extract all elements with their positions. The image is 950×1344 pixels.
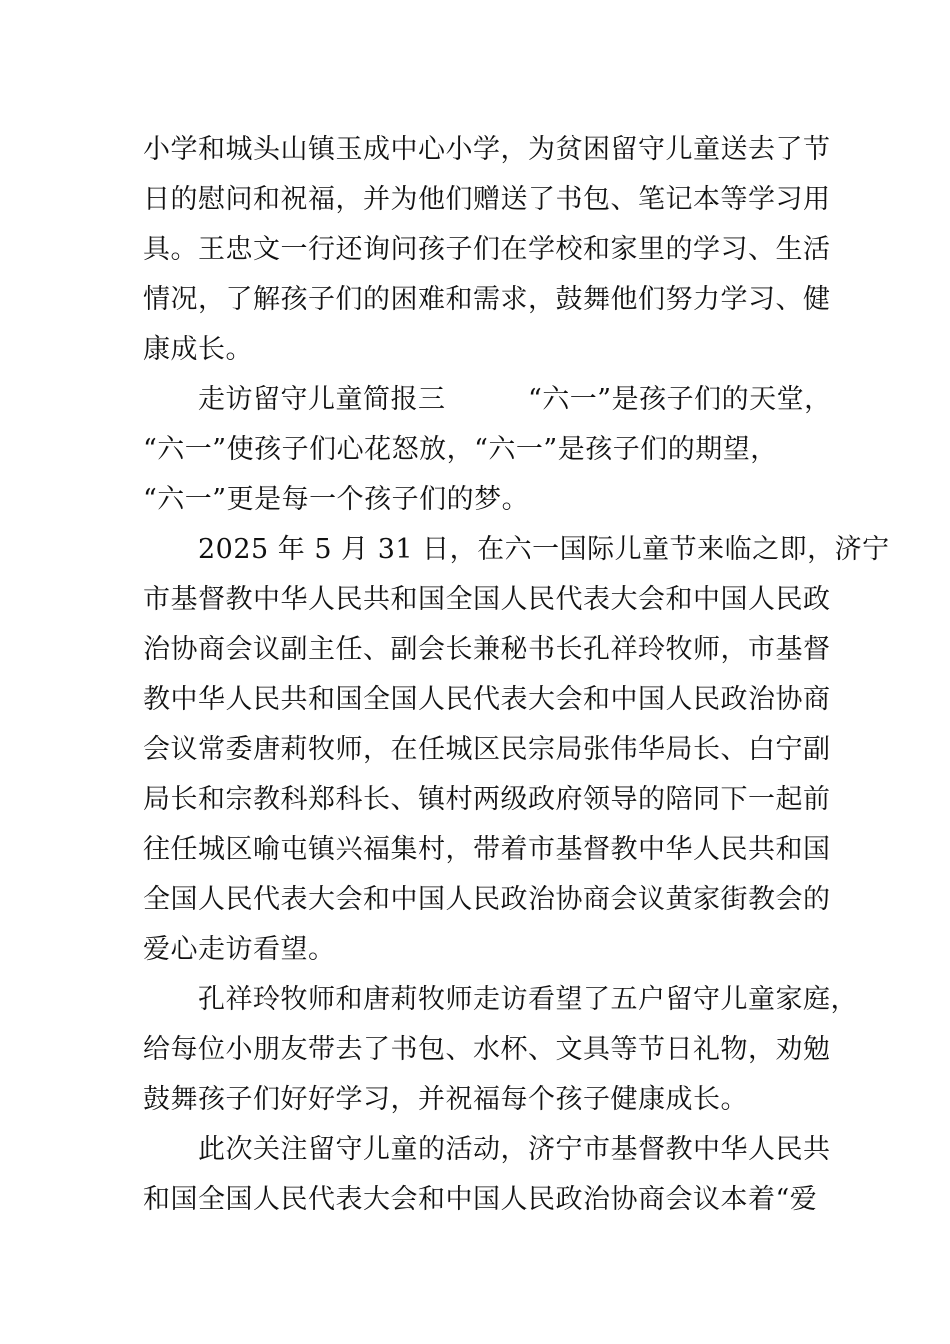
text-line: 小学和城头山镇玉成中心小学，为贫困留守儿童送去了节 <box>143 134 831 165</box>
text-line: 情况，了解孩子们的困难和需求，鼓舞他们努力学习、健 <box>143 284 831 315</box>
text-line: 走访留守儿童简报三 “六一”是孩子们的天堂， <box>143 384 832 415</box>
text-line: 具。王忠文一行还询问孩子们在学校和家里的学习、生活 <box>143 234 831 265</box>
text-line: 和国全国人民代表大会和中国人民政治协商会议本着“爱 <box>143 1184 818 1215</box>
text-line: 鼓舞孩子们好好学习，并祝福每个孩子健康成长。 <box>143 1084 748 1115</box>
text-line: 此次关注留守儿童的活动，济宁市基督教中华人民共 <box>143 1134 831 1165</box>
text-line: 全国人民代表大会和中国人民政治协商会议黄家街教会的 <box>143 884 831 915</box>
text-line: 市基督教中华人民共和国全国人民代表大会和中国人民政 <box>143 584 831 615</box>
text-line: 康成长。 <box>143 334 253 365</box>
text-line: 爱心走访看望。 <box>143 934 336 965</box>
text-line: 日的慰问和祝福，并为他们赠送了书包、笔记本等学习用 <box>143 184 831 215</box>
text-line: 教中华人民共和国全国人民代表大会和中国人民政治协商 <box>143 684 831 715</box>
text-line: 孔祥玲牧师和唐莉牧师走访看望了五户留守儿童家庭， <box>143 984 858 1015</box>
text-line: 会议常委唐莉牧师，在任城区民宗局张伟华局长、白宁副 <box>143 734 831 765</box>
text-line: 往任城区喻屯镇兴福集村，带着市基督教中华人民共和国 <box>143 834 831 865</box>
text-line: “六一”使孩子们心花怒放，“六一”是孩子们的期望， <box>143 434 778 465</box>
text-line: 给每位小朋友带去了书包、水杯、文具等节日礼物，劝勉 <box>143 1034 831 1065</box>
text-line: 2025 年 5 月 31 日，在六一国际儿童节来临之即，济宁 <box>143 534 890 565</box>
text-line: 局长和宗教科郑科长、镇村两级政府领导的陪同下一起前 <box>143 784 831 815</box>
text-line: 治协商会议副主任、副会长兼秘书长孔祥玲牧师，市基督 <box>143 634 831 665</box>
text-line: “六一”更是每一个孩子们的梦。 <box>143 484 530 515</box>
